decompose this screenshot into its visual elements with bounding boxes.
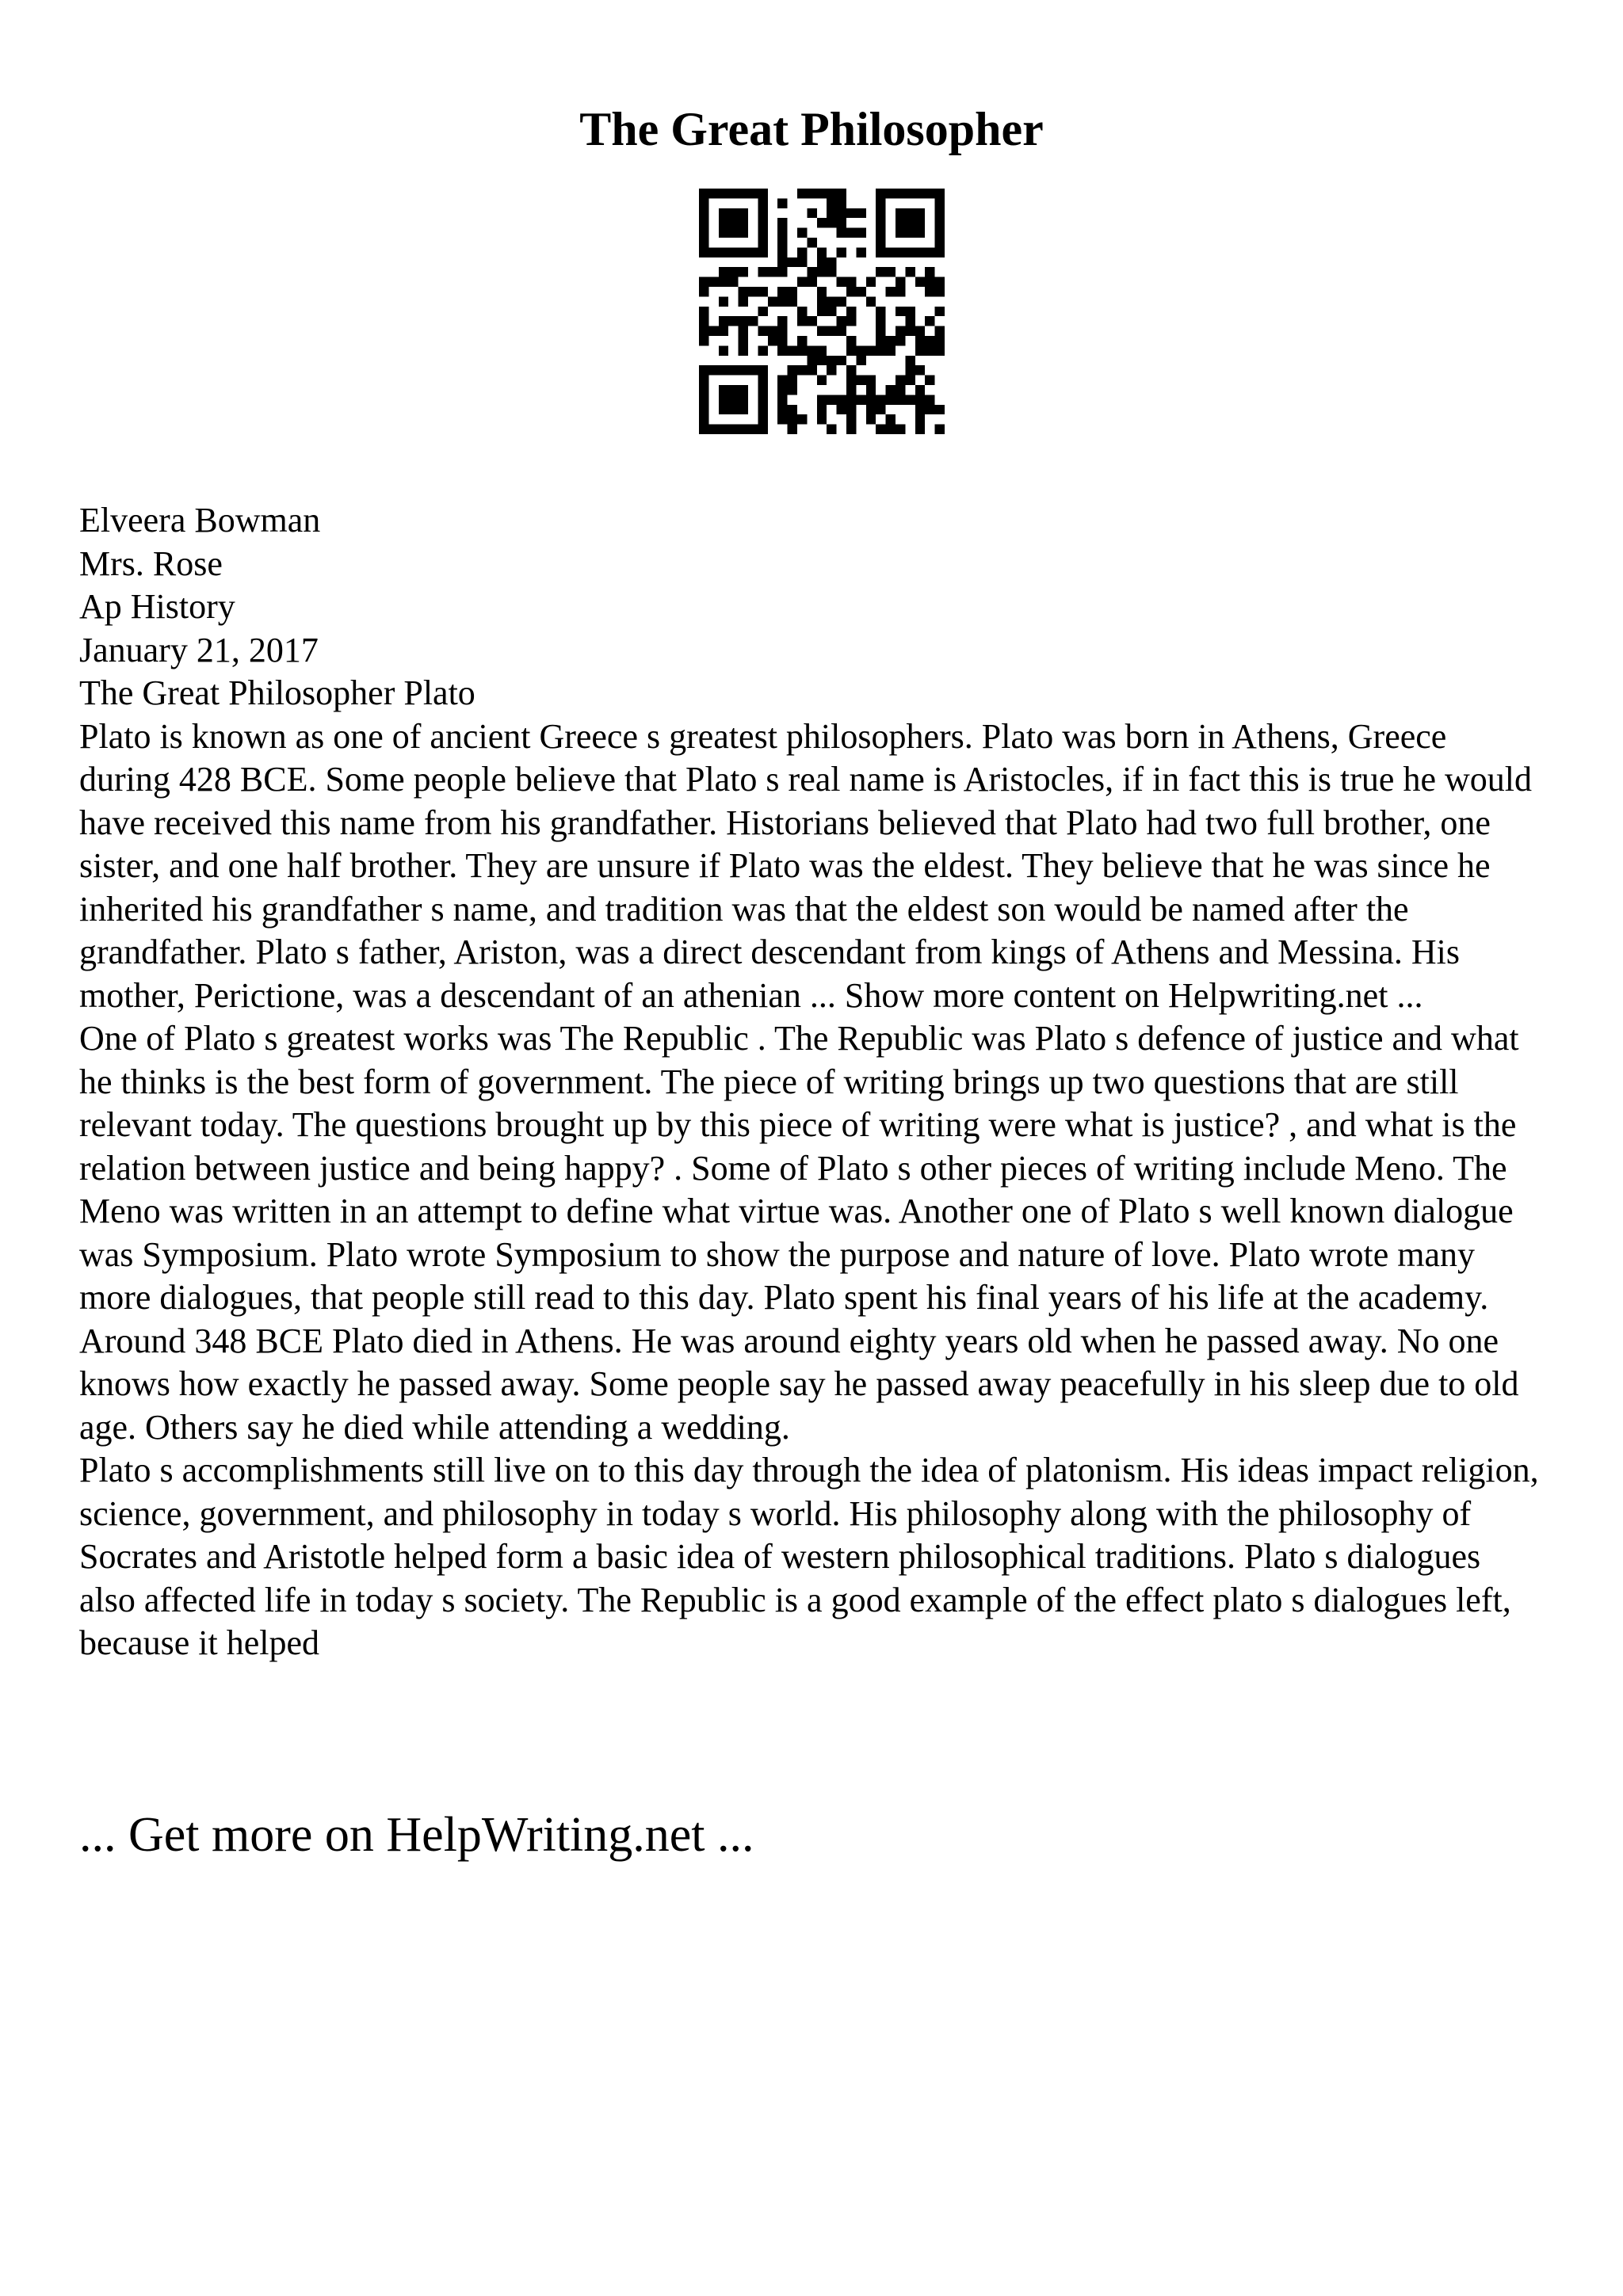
- essay-body: [79, 499, 1545, 1665]
- essay-heading: The Great Philosopher Plato: [79, 673, 475, 712]
- paragraph-2: One of Plato s greatest works was The Republic . The Republic was Plato s defence of justice and what he thinks is the best form of government. The piece of writing brings up two questions that are still relevant today. The questions brought up by this piece of writing were what is justice? , and what is the relation between justice and being happy? . Some of Plato s other pieces of writing include Meno. The Meno was written in an attempt to define what virtue was. Another one of Plato s well known dialogue was Symposium. Plato wrote Symposium to show the purpose and nature of love. Plato wrote many more dialogues, that people still read to this day. Plato spent his final years of his life at the academy. Around 348 BCE Plato died in Athens. He was around eighty years old when he passed away. No one knows how exactly he passed away. Some people say he passed away peacefully in his sleep due to old age. Others say he died while attending a wedding.: [79, 1019, 1519, 1447]
- qr-code-icon[interactable]: [699, 189, 945, 434]
- teacher-name: Mrs. Rose: [79, 543, 223, 583]
- paragraph-3: Plato s accomplishments still live on to this day through the idea of platonism. His ideas impact religion, science, government, and philosophy in today s world. His philosophy along with the philosophy of Socrates and Aristotle helped form a basic idea of western philosophical traditions. Plato s dialogues also affected life in today s society. The Republic is a good example of the effect plato s dialogues left, because it helped: [79, 1451, 1539, 1662]
- author-name: Elveera Bowman: [79, 501, 321, 540]
- get-more-link[interactable]: ... Get more on HelpWriting.net ...: [79, 1808, 754, 1862]
- paragraph-1: Plato is known as one of ancient Greece s greatest philosophers. Plato was born in Athens, Greece during 428 BCE. Some people believe that Plato s real name is Aristocles, if in fact this is true he would have received this name from his grandfather. Historians believed that Plato had two full brother, one sister, and one half brother. They are unsure if Plato was the eldest. They believe that he was since he inherited his grandfather s name, and tradition was that the eldest son would be named after the grandfather. Plato s father, Ariston, was a direct descendant from kings of Athens and Messina. His mother, Perictione, was a descendant of an athenian ... Show more content on Helpwriting.net ...: [79, 716, 1532, 1015]
- course-name: Ap History: [79, 587, 235, 626]
- qr-code-graphic: [699, 189, 945, 434]
- essay-date: January 21, 2017: [79, 630, 319, 669]
- document-title: The Great Philosopher: [579, 103, 1044, 155]
